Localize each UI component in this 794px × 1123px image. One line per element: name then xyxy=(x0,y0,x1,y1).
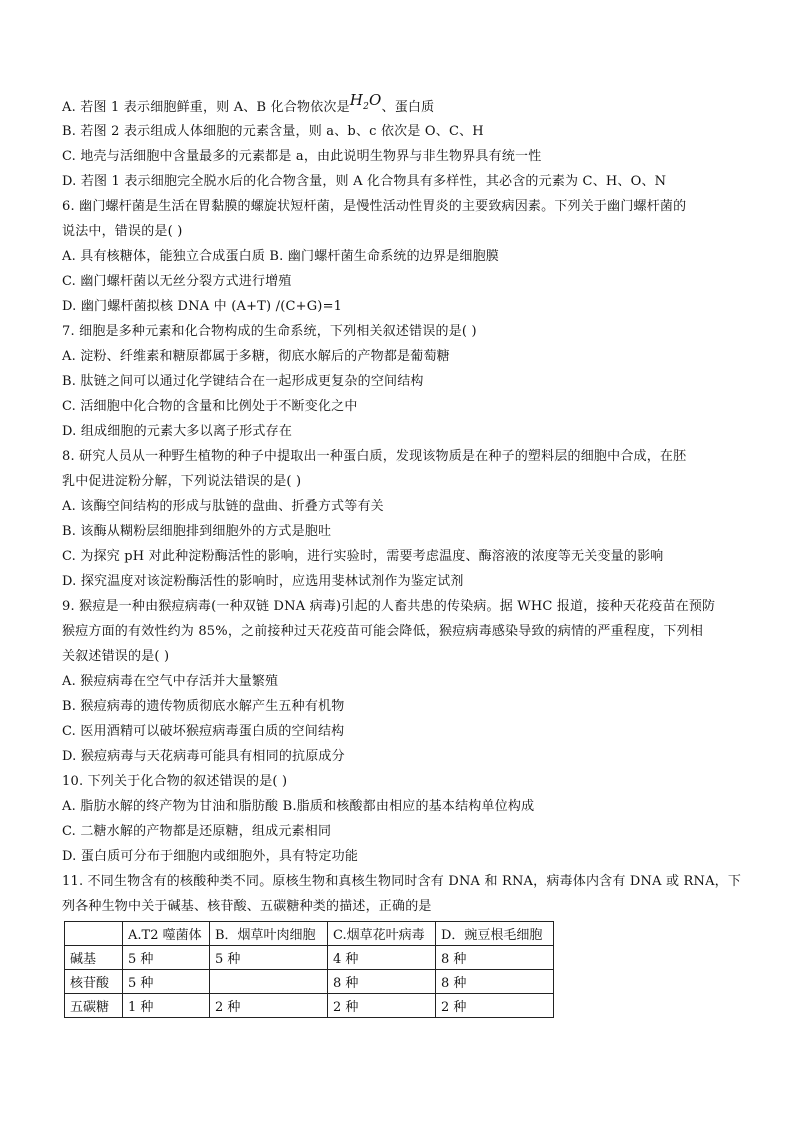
formula-sub: 2 xyxy=(363,102,370,112)
q8-stem-line1: 8. 研究人员从一种野生植物的种子中提取出一种蛋白质，发现该物质是在种子的塑料层的细胞中合成，在胚 xyxy=(62,449,687,464)
table-cell: 2 种 xyxy=(328,994,436,1018)
table-cell: 8 种 xyxy=(328,970,436,994)
q11-table xyxy=(64,921,554,1018)
table-header-cell: B．烟草叶肉细胞 xyxy=(210,922,328,946)
q5-option-d: D. 若图 1 表示细胞完全脱水后的化合物含量，则 A 化合物具有多样性，其必含的元素为 C、H、O、N xyxy=(62,174,667,189)
q6-option-ab: A. 具有核糖体，能独立合成蛋白质 B. 幽门螺杆菌生命系统的边界是细胞膜 xyxy=(62,249,500,264)
formula-h: H xyxy=(349,91,364,109)
table-row xyxy=(65,946,554,970)
q9-stem-line3: 关叙述错误的是( ) xyxy=(62,649,170,664)
q7-option-d: D. 组成细胞的元素大多以离子形式存在 xyxy=(62,424,293,439)
q9-stem-line2: 猴痘方面的有效性约为 85%，之前接种过天花疫苗可能会降低，猴痘病毒感染导致的病情的严重程度，下列相 xyxy=(62,624,704,639)
table-cell: 5 种 xyxy=(210,946,328,970)
table-row-label: 核苷酸 xyxy=(65,970,123,994)
q7-option-b: B. 肽链之间可以通过化学键结合在一起形成更复杂的空间结构 xyxy=(62,374,424,389)
table-cell: 2 种 xyxy=(210,994,328,1018)
q6-stem-line2: 说法中，错误的是( ) xyxy=(62,224,183,239)
q5-option-a-text: A. 若图 1 表示细胞鲜重，则 A、B 化合物依次是 xyxy=(62,100,350,115)
q10-stem: 10. 下列关于化合物的叙述错误的是( ) xyxy=(62,774,288,789)
q7-stem: 7. 细胞是多种元素和化合物构成的生命系统，下列相关叙述错误的是( ) xyxy=(62,324,477,339)
q9-option-a: A. 猴痘病毒在空气中存活并大量繁殖 xyxy=(62,674,279,689)
q5-option-b: B. 若图 2 表示组成人体细胞的元素含量，则 a、b、c 依次是 O、C、H xyxy=(62,124,484,139)
table-cell: 8 种 xyxy=(436,970,554,994)
table-cell xyxy=(210,970,328,994)
table-row xyxy=(65,994,554,1018)
q7-option-c: C. 活细胞中化合物的含量和比例处于不断变化之中 xyxy=(62,399,358,414)
q11-stem-line2: 列各种生物中关于碱基、核苷酸、五碳糖种类的描述，正确的是 xyxy=(62,899,432,914)
q5-option-a-tail: 、蛋白质 xyxy=(381,100,435,115)
table-cell: 5 种 xyxy=(123,970,210,994)
table-header-cell: D．豌豆根毛细胞 xyxy=(436,922,554,946)
table-row-label: 碱基 xyxy=(65,946,123,970)
q7-option-a: A. 淀粉、纤维素和糖原都属于多糖，彻底水解后的产物都是葡萄糖 xyxy=(62,349,450,364)
q5-option-c: C. 地壳与活细胞中含量最多的元素都是 a，由此说明生物界与非生物界具有统一性 xyxy=(62,149,542,164)
q10-option-c: C. 二糖水解的产物都是还原糖，组成元素相同 xyxy=(62,824,332,839)
q9-option-c: C. 医用酒精可以破坏猴痘病毒蛋白质的空间结构 xyxy=(62,724,345,739)
q5-option-a xyxy=(62,91,742,119)
q11-stem-line1: 11. 不同生物含有的核酸种类不同。原核生物和真核生物同时含有 DNA 和 RNA，病毒体内含有 DNA 或 RNA，下 xyxy=(62,874,742,889)
table-cell: 5 种 xyxy=(123,946,210,970)
table-cell: 2 种 xyxy=(436,994,554,1018)
q8-option-a: A. 该酶空间结构的形成与肽链的盘曲、折叠方式等有关 xyxy=(62,499,384,514)
q9-option-d: D. 猴痘病毒与天花病毒可能具有相同的抗原成分 xyxy=(62,749,345,764)
table-header-cell xyxy=(65,922,123,946)
exam-page xyxy=(62,91,742,1018)
table-row xyxy=(65,970,554,994)
table-header-cell: A.T2 噬菌体 xyxy=(123,922,210,946)
q8-stem-line2: 乳中促进淀粉分解，下列说法错误的是( ) xyxy=(62,474,302,489)
q9-option-b: B. 猴痘病毒的遗传物质彻底水解产生五种有机物 xyxy=(62,699,345,714)
q10-option-ab: A. 脂肪水解的终产物为甘油和脂肪酸 B.脂质和核酸都由相应的基本结构单位构成 xyxy=(62,799,535,814)
table-cell: 4 种 xyxy=(328,946,436,970)
q9-stem-line1: 9. 猴痘是一种由猴痘病毒(一种双链 DNA 病毒)引起的人畜共患的传染病。据 WHC 报道，接种天花疫苗在预防 xyxy=(62,599,716,614)
table-header-row xyxy=(65,922,554,946)
table-cell: 1 种 xyxy=(123,994,210,1018)
q8-option-c: C. 为探究 pH 对此种淀粉酶活性的影响，进行实验时，需要考虑温度、酶溶液的浓度等无关变量的影响 xyxy=(62,549,664,564)
q10-option-d: D. 蛋白质可分布于细胞内或细胞外，具有特定功能 xyxy=(62,849,359,864)
q6-stem-line1: 6. 幽门螺杆菌是生活在胃黏膜的螺旋状短杆菌，是慢性活动性胃炎的主要致病因素。下列关于幽门螺杆菌的 xyxy=(62,199,687,214)
q6-option-c: C. 幽门螺杆菌以无丝分裂方式进行增殖 xyxy=(62,274,292,289)
table-row-label: 五碳糖 xyxy=(65,994,123,1018)
q8-option-d: D. 探究温度对该淀粉酶活性的影响时，应选用斐林试剂作为鉴定试剂 xyxy=(62,574,464,589)
table-cell: 8 种 xyxy=(436,946,554,970)
q6-option-d: D. 幽门螺杆菌拟核 DNA 中 (A+T) /(C+G)=1 xyxy=(62,299,343,314)
formula-o: O xyxy=(369,91,382,109)
h2o-formula xyxy=(349,91,382,112)
q8-option-b: B. 该酶从糊粉层细胞排到细胞外的方式是胞吐 xyxy=(62,524,332,539)
table-header-cell: C.烟草花叶病毒 xyxy=(328,922,436,946)
